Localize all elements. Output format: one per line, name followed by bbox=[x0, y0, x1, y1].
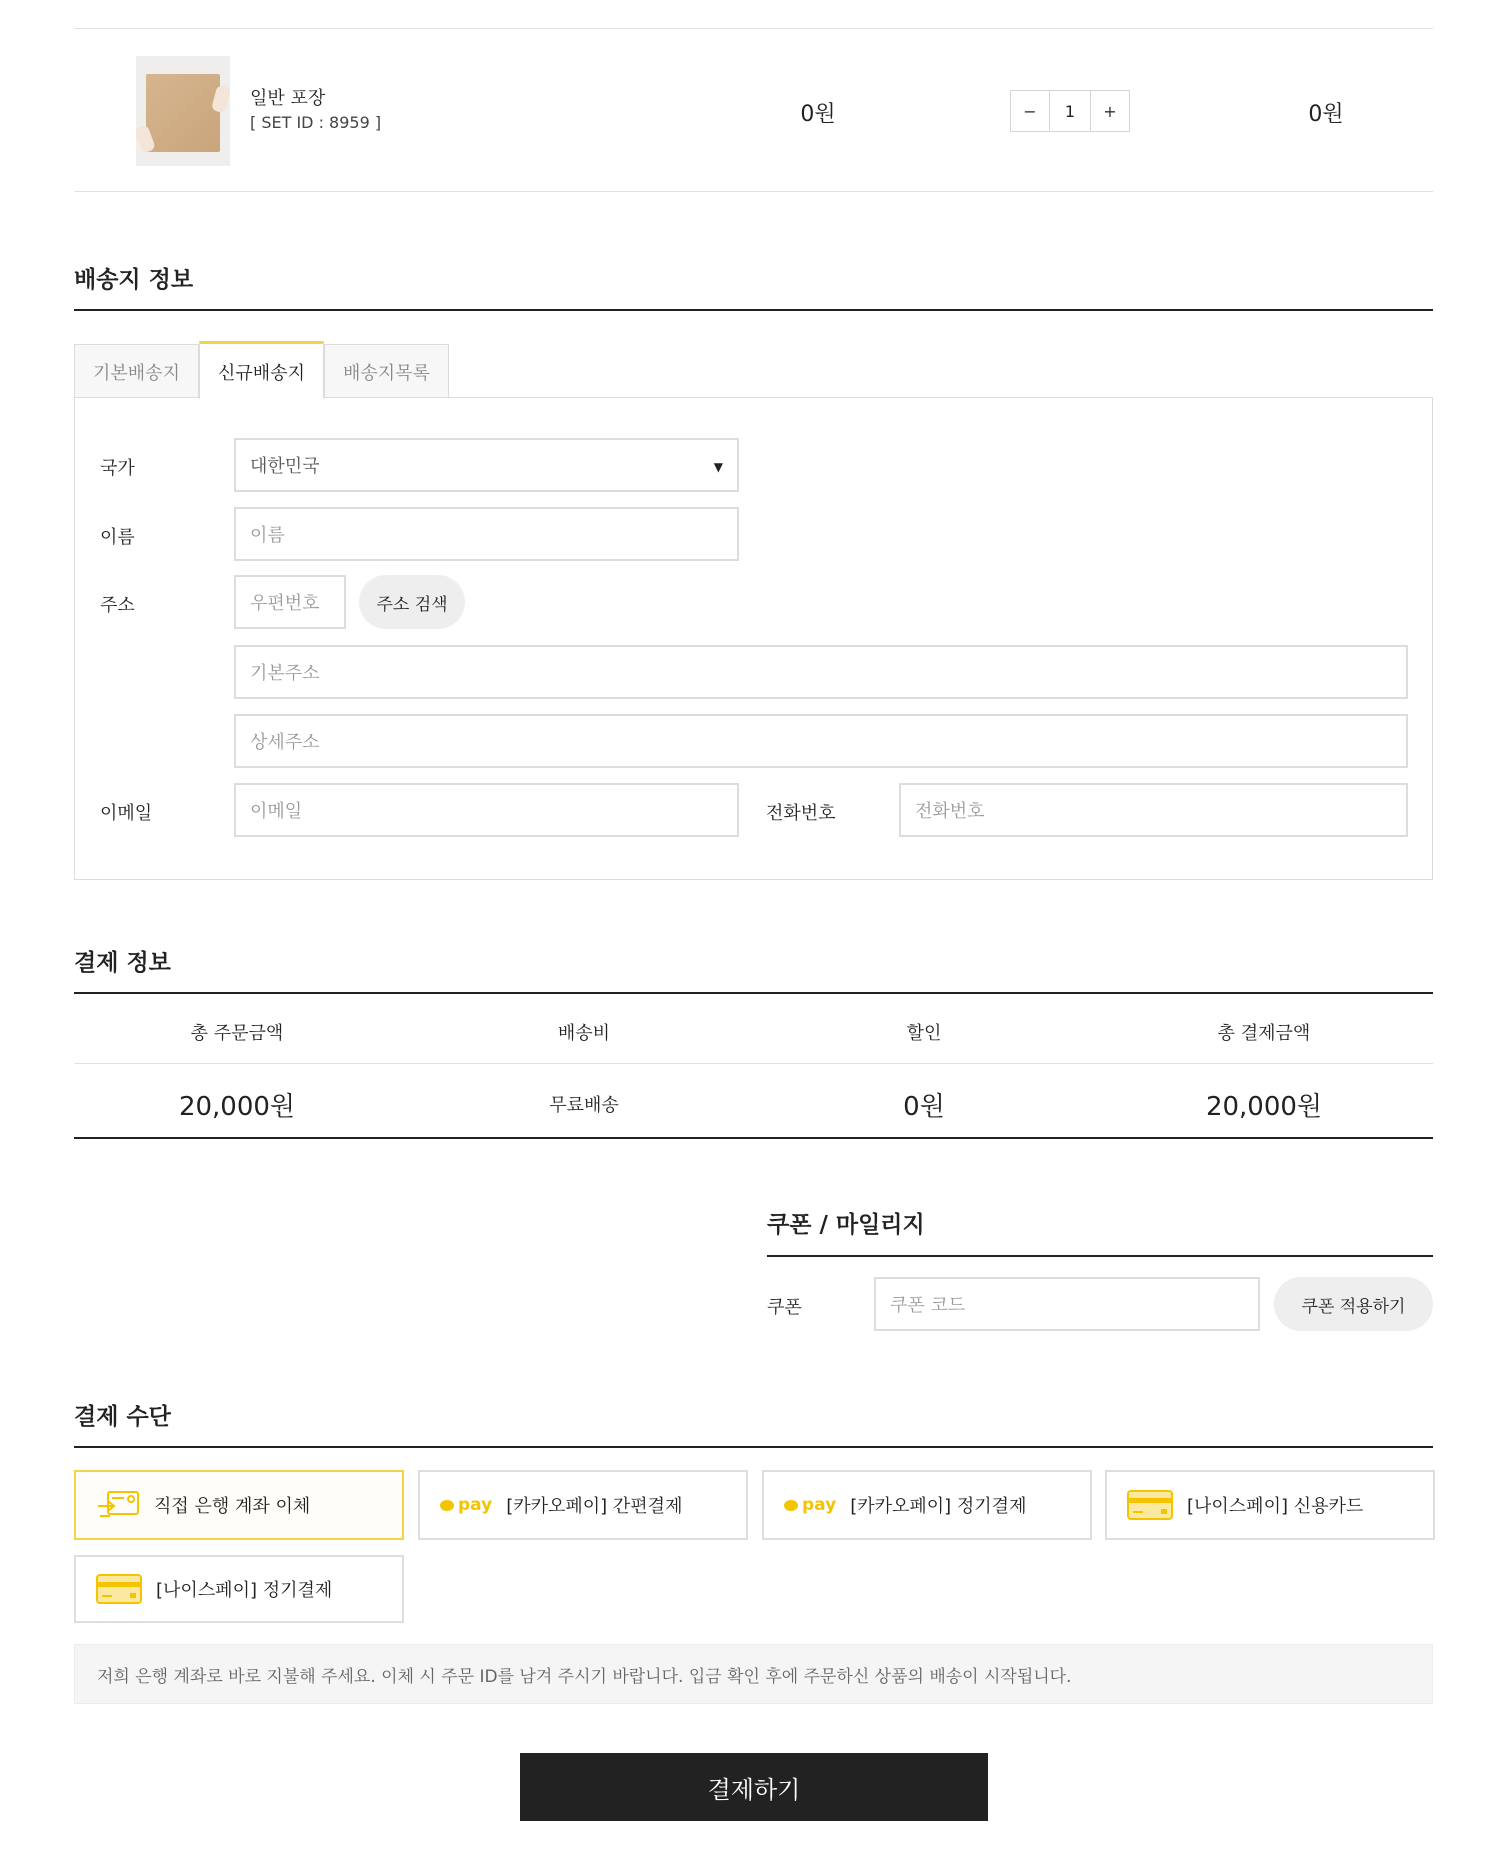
pay-option-label: [카카오페이] 간편결제 bbox=[506, 1496, 683, 1517]
country-select-value: 대한민국 bbox=[250, 456, 320, 477]
payment-method-rule bbox=[74, 1446, 1433, 1448]
quantity-stepper bbox=[1010, 90, 1130, 132]
coupon-code-input[interactable]: 쿠폰 코드 bbox=[874, 1277, 1260, 1331]
product-unit-price: 0원 bbox=[800, 102, 836, 127]
kakaopay-badge: pay bbox=[458, 1495, 493, 1515]
credit-card-icon bbox=[96, 1574, 142, 1604]
tab-address-list[interactable]: 배송지목록 bbox=[324, 344, 449, 398]
name-label: 이름 bbox=[100, 527, 135, 548]
address-label: 주소 bbox=[100, 595, 135, 616]
country-select[interactable] bbox=[234, 438, 739, 492]
pay-option-bank-transfer[interactable] bbox=[74, 1470, 404, 1540]
quantity-minus-button[interactable]: − bbox=[1010, 90, 1050, 132]
checkout-button[interactable]: 결제하기 bbox=[520, 1753, 988, 1821]
email-label: 이메일 bbox=[100, 803, 153, 824]
tab-default-address[interactable]: 기본배송지 bbox=[74, 344, 199, 398]
top-divider bbox=[74, 28, 1433, 29]
pay-option-nicepay-recurring[interactable] bbox=[74, 1555, 404, 1623]
pay-option-label: 직접 은행 계좌 이체 bbox=[154, 1496, 311, 1517]
zipcode-input[interactable]: 우편번호 bbox=[234, 575, 346, 629]
pay-option-kakaopay-recurring[interactable] bbox=[762, 1470, 1092, 1540]
shipping-section-title: 배송지 정보 bbox=[74, 267, 194, 293]
address-search-button[interactable]: 주소 검색 bbox=[359, 575, 465, 629]
summary-payment-total: 20,000원 bbox=[1205, 1092, 1323, 1122]
payment-info-bottom-rule bbox=[74, 1137, 1433, 1139]
detail-address-input[interactable]: 상세주소 bbox=[234, 714, 1408, 768]
pay-option-label: [카카오페이] 정기결제 bbox=[850, 1496, 1027, 1517]
country-label: 국가 bbox=[100, 458, 135, 479]
summary-header-order-total: 총 주문금액 bbox=[190, 1023, 284, 1044]
quantity-value[interactable]: 1 bbox=[1050, 90, 1090, 132]
summary-discount: 0원 bbox=[903, 1092, 945, 1122]
credit-card-icon bbox=[1127, 1490, 1173, 1520]
payment-method-title: 결제 수단 bbox=[74, 1404, 171, 1430]
summary-header-payment-total: 총 결제금액 bbox=[1217, 1023, 1311, 1044]
caret-down-icon: ▼ bbox=[713, 460, 723, 474]
shipping-title-rule bbox=[74, 309, 1433, 311]
coupon-title-rule bbox=[767, 1255, 1433, 1257]
product-thumbnail bbox=[136, 56, 230, 166]
base-address-input[interactable]: 기본주소 bbox=[234, 645, 1408, 699]
product-name: 일반 포장 bbox=[250, 88, 326, 109]
product-set-id: [ SET ID : 8959 ] bbox=[250, 113, 382, 132]
email-input[interactable]: 이메일 bbox=[234, 783, 739, 837]
payment-notice: 저희 은행 계좌로 바로 지불해 주세요. 이체 시 주문 ID를 남겨 주시기 바랍니다. 입금 확인 후에 주문하신 상품의 배송이 시작됩니다. bbox=[74, 1644, 1433, 1704]
pay-option-kakaopay-simple[interactable] bbox=[418, 1470, 748, 1540]
summary-header-divider bbox=[74, 1063, 1433, 1064]
bank-transfer-icon bbox=[96, 1490, 140, 1520]
summary-header-shipping: 배송비 bbox=[557, 1023, 611, 1044]
summary-header-discount: 할인 bbox=[906, 1023, 942, 1044]
coupon-apply-button[interactable]: 쿠폰 적용하기 bbox=[1274, 1277, 1433, 1331]
phone-label: 전화번호 bbox=[766, 803, 836, 824]
kakaopay-icon bbox=[440, 1495, 492, 1515]
product-total-price: 0원 bbox=[1308, 102, 1344, 127]
pay-option-nicepay-card[interactable] bbox=[1105, 1470, 1435, 1540]
pay-option-label: [나이스페이] 정기결제 bbox=[156, 1580, 333, 1601]
product-divider bbox=[74, 191, 1433, 192]
payment-info-top-rule bbox=[74, 992, 1433, 994]
summary-order-total: 20,000원 bbox=[178, 1092, 296, 1122]
coupon-section-title: 쿠폰 / 마일리지 bbox=[767, 1212, 925, 1238]
pay-option-label: [나이스페이] 신용카드 bbox=[1187, 1496, 1364, 1517]
quantity-plus-button[interactable]: + bbox=[1090, 90, 1130, 132]
phone-input[interactable]: 전화번호 bbox=[899, 783, 1408, 837]
summary-shipping-fee: 무료배송 bbox=[549, 1095, 619, 1116]
payment-info-title: 결제 정보 bbox=[74, 950, 171, 976]
kakaopay-icon bbox=[784, 1495, 836, 1515]
kakaopay-badge: pay bbox=[802, 1495, 837, 1515]
coupon-label: 쿠폰 bbox=[767, 1297, 802, 1318]
tab-new-address[interactable]: 신규배송지 bbox=[199, 341, 324, 399]
name-input[interactable]: 이름 bbox=[234, 507, 739, 561]
